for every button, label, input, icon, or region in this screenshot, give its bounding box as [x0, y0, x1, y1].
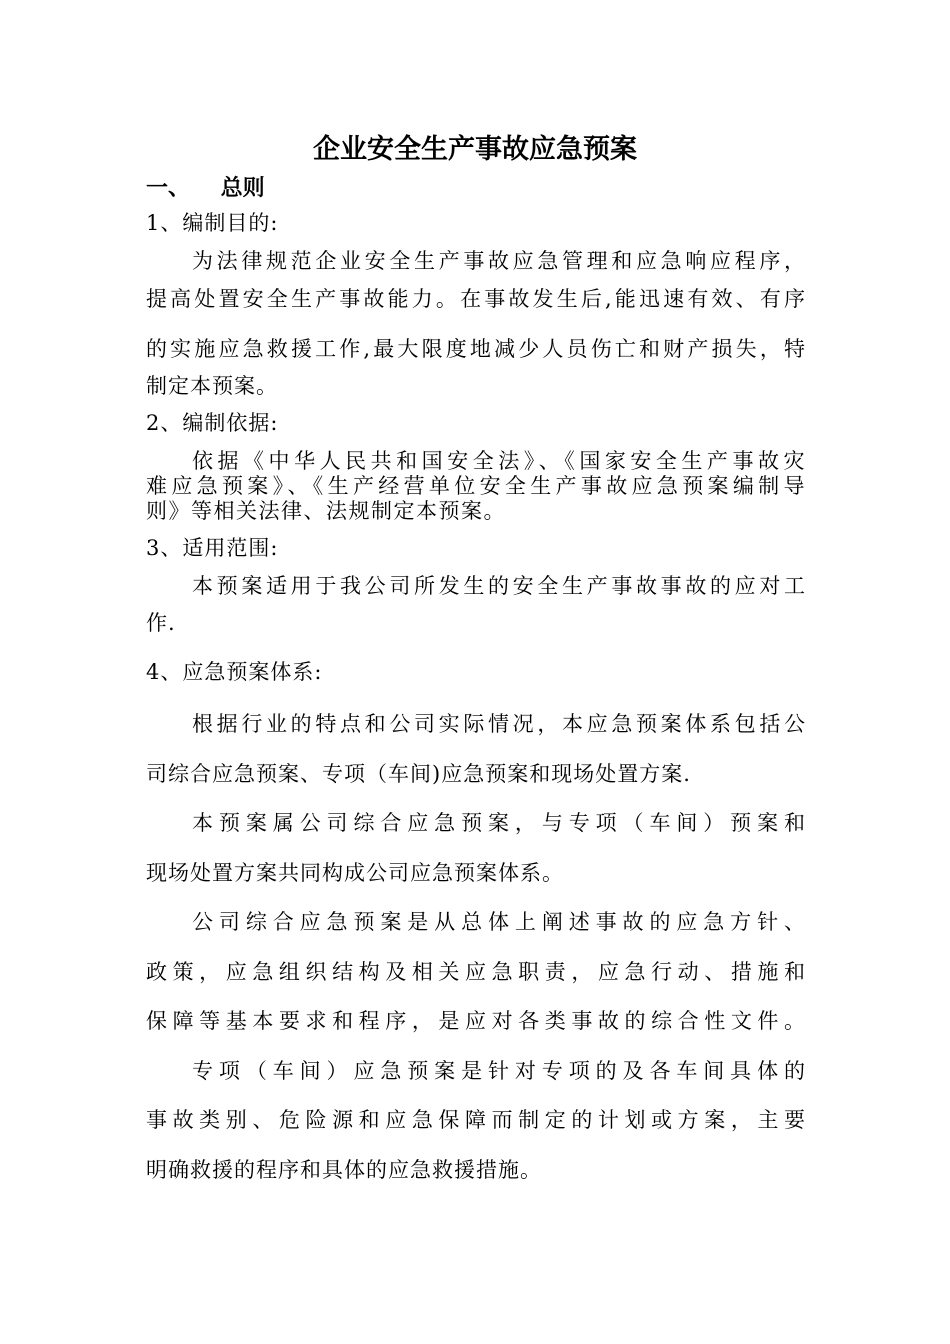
- paragraph-line: 本预案适用于我公司所发生的安全生产事故事故的应对工: [192, 574, 806, 598]
- paragraph-line: 政策，应急组织结构及相关应急职责，应急行动、措施和: [146, 960, 806, 984]
- subsection-heading-plan-system: 4、应急预案体系:: [146, 660, 323, 684]
- paragraph-line: 的实施应急救援工作,最大限度地减少人员伤亡和财产损失，特: [146, 337, 806, 361]
- paragraph-line: 提高处置安全生产事故能力。在事故发生后,能迅速有效、有序: [146, 287, 806, 311]
- subsection-heading-purpose: 1、编制目的:: [146, 211, 279, 235]
- paragraph-line: 作.: [146, 611, 176, 635]
- paragraph-line: 依据《中华人民共和国安全法》、《国家安全生产事故灾: [192, 449, 806, 473]
- paragraph-line: 为法律规范企业安全生产事故应急管理和应急响应程序，: [192, 249, 806, 273]
- paragraph-line: 事故类别、危险源和应急保障而制定的计划或方案，主要: [146, 1108, 806, 1132]
- paragraph-line: 现场处置方案共同构成公司应急预案体系。: [146, 861, 564, 885]
- paragraph-line: 本预案属公司综合应急预案，与专项（车间）预案和: [192, 811, 806, 835]
- paragraph-line: 专项（车间）应急预案是针对专项的及各车间具体的: [192, 1059, 806, 1083]
- subsection-heading-basis: 2、编制依据:: [146, 411, 279, 435]
- paragraph-line: 司综合应急预案、专项（车间)应急预案和现场处置方案.: [146, 762, 691, 786]
- paragraph-line: 保障等基本要求和程序，是应对各类事故的综合性文件。: [146, 1009, 806, 1033]
- paragraph-line: 公司综合应急预案是从总体上阐述事故的应急方针、: [192, 910, 806, 934]
- paragraph-line: 明确救援的程序和具体的应急救援措施。: [146, 1158, 542, 1182]
- paragraph-line: 制定本预案。: [146, 374, 278, 398]
- section-heading-general: 一、 总则: [146, 175, 265, 201]
- paragraph-line: 根据行业的特点和公司实际情况，本应急预案体系包括公: [192, 712, 806, 736]
- paragraph-line: 难应急预案》、《生产经营单位安全生产事故应急预案编制导: [146, 474, 806, 498]
- subsection-heading-scope: 3、适用范围:: [146, 536, 279, 560]
- document-title: 企业安全生产事故应急预案: [313, 134, 637, 165]
- paragraph-line: 则》等相关法律、法规制定本预案。: [146, 499, 506, 523]
